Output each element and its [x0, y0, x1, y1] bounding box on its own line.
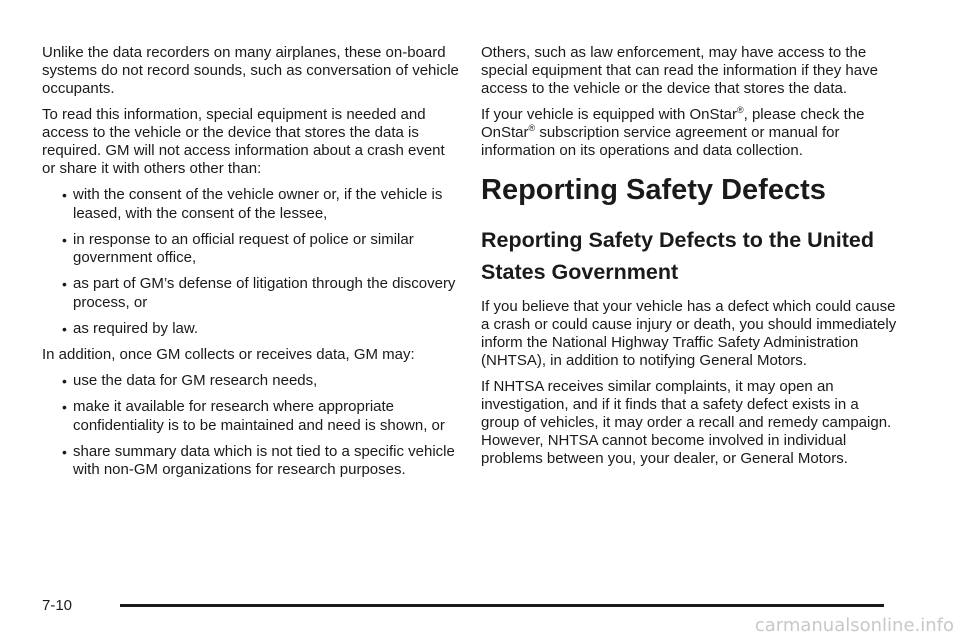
paragraph-inform-nhtsa: If you believe that your vehicle has a defect which could cause a crash or could cause injury or death, you should immediately inform the National Highway Traffic Safety Administration (NHTSA), in addition to notifying General Motors.	[481, 298, 897, 369]
paragraph-gm-may: In addition, once GM collects or receives data, GM may:	[42, 346, 415, 363]
list-item: • use the data for GM research needs,	[62, 372, 318, 389]
paragraph-special-equipment: To read this information, special equipment is needed and access to the vehicle or the device that stores the data is required. GM will not access information about a crash event or share it with others other than:	[42, 106, 445, 177]
subsection-heading: Reporting Safety Defects to the United States Government	[481, 228, 875, 284]
bullet-icon: •	[62, 443, 67, 460]
consent-list	[42, 186, 462, 338]
list-item: • with the consent of the vehicle owner or, if the vehicle is leased, with the consent of the lessee,	[62, 186, 443, 222]
list-item: • share summary data which is not tied to a specific vehicle with non-GM organizations for research purposes.	[62, 442, 455, 478]
bullet-icon: •	[62, 276, 67, 292]
list-item: • as part of GM’s defense of litigation through the discovery process, or	[62, 275, 456, 311]
list-item: • as required by law.	[62, 319, 199, 337]
footer-divider	[120, 604, 884, 607]
list-item: • in response to an official request of police or similar government office,	[62, 230, 414, 266]
bullet-icon: •	[62, 373, 67, 389]
gm-uses-list	[42, 372, 462, 480]
registered-mark: ®	[736, 105, 744, 115]
paragraph-nhtsa-investigation: If NHTSA receives similar complaints, it may open an investigation, and if it finds that a safety defect exists in a group of vehicles, it may order a recall and remedy campaign. However, NHTSA cannot become involved in individual problems between you, your dealer, or General Motors.	[481, 378, 892, 467]
bullet-icon: •	[62, 231, 67, 248]
bullet-icon: •	[62, 320, 67, 337]
list-item: • make it available for research where appropriate confidentiality is to be maintained and need is shown, or	[62, 398, 445, 434]
section-heading: Reporting Safety Defects	[481, 174, 826, 206]
page-number: 7-10	[42, 597, 73, 614]
paragraph-law-enforcement: Others, such as law enforcement, may have access to the special equipment that can read the information if they have access to the vehicle or the device that stores the data.	[481, 44, 878, 97]
right-column	[481, 44, 901, 476]
bullet-icon: •	[62, 399, 67, 415]
paragraph-data-recorders: Unlike the data recorders on many airplanes, these on-board systems do not record sounds, such as conversation of vehicle occupants.	[42, 44, 459, 97]
watermark: carmanualsonline.info	[754, 615, 954, 636]
paragraph-onstar: If your vehicle is equipped with OnStar®, please check the OnStar® subscription service agreement or manual for information on its operations and data collection.	[481, 105, 865, 159]
registered-mark: ®	[528, 123, 536, 133]
left-column	[42, 44, 462, 488]
bullet-icon: •	[62, 187, 67, 203]
